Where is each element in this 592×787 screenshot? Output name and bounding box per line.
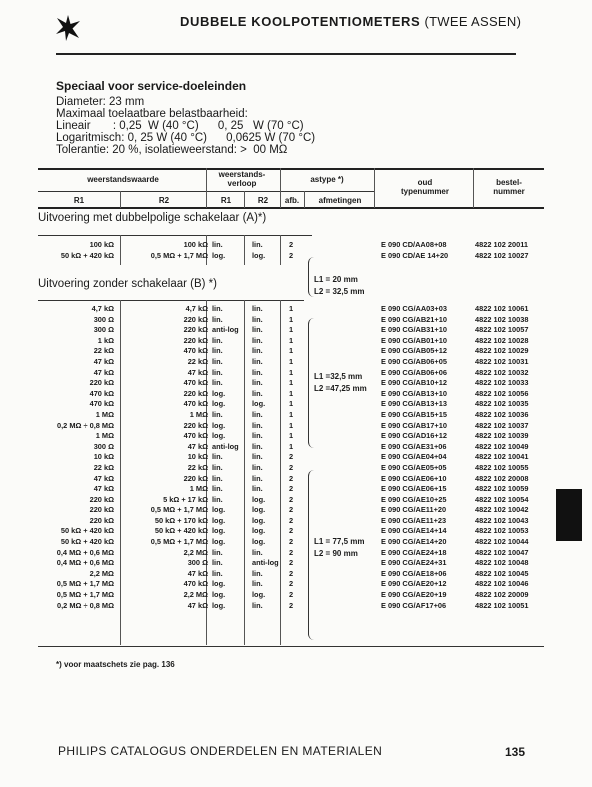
col-line (280, 168, 281, 208)
cell-verloop-r1: lin. (212, 367, 223, 377)
cell-verloop-r2: log. (252, 526, 266, 536)
header-bestelnummer: bestel- nummer (493, 178, 525, 196)
table-row (0, 336, 592, 347)
table-row (0, 378, 592, 389)
cell-verloop-r2: lin. (252, 462, 263, 472)
cell-r2: 10 kΩ (187, 452, 208, 462)
cell-r1: 0,5 MΩ + 1,7 MΩ (56, 579, 114, 589)
cell-oud-typenummer: E 090 CG/AE06+15 (381, 484, 447, 494)
cell-oud-typenummer: E 090 CG/AE20+12 (381, 579, 447, 589)
cell-verloop-r1: anti-log (212, 325, 239, 335)
cell-r1: 47 kΩ (93, 484, 114, 494)
cell-verloop-r1: log. (212, 590, 226, 600)
spec-line: Diameter: 23 mm (56, 96, 145, 108)
cell-r1: 1 kΩ (97, 335, 114, 345)
cell-oud-typenummer: E 090 CG/AE11+20 (381, 505, 447, 515)
cell-r1: 22 kΩ (93, 462, 114, 472)
cell-r1: 470 kΩ (89, 399, 114, 409)
cell-oud-typenummer: E 090 CG/AE24+18 (381, 547, 447, 557)
cell-r1: 100 kΩ (89, 240, 114, 249)
table-row (0, 442, 592, 453)
cell-verloop-r2: log. (252, 399, 266, 409)
col-line (304, 191, 305, 208)
cell-verloop-r1: lin. (212, 335, 223, 345)
cell-verloop-r2: lin. (252, 304, 263, 313)
section-rule (38, 300, 304, 301)
cell-afb: 2 (289, 537, 294, 547)
cell-verloop-r1: lin. (212, 462, 223, 472)
cell-verloop-r2: log. (252, 494, 266, 504)
cell-r1: 0,4 MΩ + 0,6 MΩ (56, 558, 114, 568)
spec-line: Maximaal toelaatbare belastbaarheid: (56, 108, 248, 120)
cell-r1: 0,4 MΩ + 0,6 MΩ (56, 547, 114, 557)
cell-r1: 50 kΩ + 420 kΩ (60, 250, 114, 260)
cell-verloop-r1: lin. (212, 314, 223, 324)
cell-oud-typenummer: E 090 CG/AE14+20 (381, 537, 447, 547)
cell-r2: 470 kΩ (183, 399, 208, 409)
table-row (0, 357, 592, 368)
cell-afb: 2 (289, 452, 294, 462)
cell-afb: 2 (289, 515, 294, 525)
cell-r2: 220 kΩ (183, 335, 208, 345)
header-weerstandswaarde: weerstandswaarde (87, 175, 159, 184)
cell-verloop-r1: lin. (212, 484, 223, 494)
cell-r1: 470 kΩ (89, 388, 114, 398)
cell-bestelnummer: 4822 102 20008 (475, 473, 529, 483)
cell-verloop-r1: log. (212, 537, 226, 547)
cell-bestelnummer: 4822 102 10038 (475, 314, 529, 324)
cell-r2: 2,2 MΩ (183, 590, 208, 600)
cell-bestelnummer: 4822 102 10027 (475, 250, 529, 260)
header-afmetingen: afmetingen (318, 196, 362, 205)
cell-verloop-r2: anti-log (252, 558, 279, 568)
cell-verloop-r2: lin. (252, 367, 263, 377)
cell-r2: 300 Ω (187, 558, 208, 568)
table-row (0, 505, 592, 516)
section-title-b: Uitvoering zonder schakelaar (B) *) (38, 278, 217, 290)
cell-r2: 470 kΩ (183, 346, 208, 356)
col-line (473, 168, 474, 208)
cell-verloop-r1: lin. (212, 452, 223, 462)
cell-oud-typenummer: E 090 CG/AE11+23 (381, 515, 447, 525)
cell-verloop-r2: lin. (252, 484, 263, 494)
cell-afb: 1 (289, 388, 294, 398)
cell-oud-typenummer: E 090 CG/AA03+03 (381, 304, 447, 313)
cell-bestelnummer: 4822 102 10033 (475, 378, 529, 388)
cell-r1: 0,2 MΩ ÷ 0,8 MΩ (57, 420, 114, 430)
cell-bestelnummer: 4822 102 10048 (475, 558, 529, 568)
cell-verloop-r2: lin. (252, 346, 263, 356)
cell-r1: 4,7 kΩ (91, 304, 114, 313)
cell-r2: 1 MΩ (189, 409, 208, 419)
cell-verloop-r2: lin. (252, 420, 263, 430)
cell-bestelnummer: 4822 102 10056 (475, 388, 529, 398)
section-title-a: Uitvoering met dubbelpolige schakelaar (A)*) (38, 212, 267, 224)
cell-bestelnummer: 4822 102 10051 (475, 600, 529, 610)
cell-bestelnummer: 4822 102 20011 (475, 240, 529, 249)
page-title (180, 14, 521, 29)
col-line (374, 168, 375, 208)
table-row (0, 495, 592, 506)
cell-verloop-r1: log. (212, 600, 226, 610)
cell-r2: 47 kΩ (187, 568, 208, 578)
header-oud-typenummer: oud typenummer (400, 178, 449, 196)
cell-verloop-r1: lin. (212, 558, 223, 568)
table-row (0, 601, 592, 612)
cell-verloop-r2: lin. (252, 431, 263, 441)
cell-r2: 47 kΩ (187, 441, 208, 451)
cell-afb: 2 (289, 600, 294, 610)
cell-afb: 1 (289, 314, 294, 324)
table-row (0, 516, 592, 527)
cell-oud-typenummer: E 090 CD/AA08+08 (381, 240, 447, 249)
cell-verloop-r2: lin. (252, 452, 263, 462)
cell-afb: 2 (289, 484, 294, 494)
cell-oud-typenummer: E 090 CG/AE05+05 (381, 462, 447, 472)
cell-afb: 1 (289, 431, 294, 441)
cell-verloop-r1: log. (212, 431, 226, 441)
cell-r2: 47 kΩ (187, 600, 208, 610)
cell-verloop-r1: lin. (212, 473, 223, 483)
cell-oud-typenummer: E 090 CG/AE14+14 (381, 526, 447, 536)
cell-verloop-r2: log. (252, 537, 266, 547)
cell-r2: 470 kΩ (183, 378, 208, 388)
spec-title: Speciaal voor service-doeleinden (56, 79, 247, 93)
cell-verloop-r2: lin. (252, 568, 263, 578)
cell-r2: 5 kΩ + 17 kΩ (163, 494, 208, 504)
cell-r1: 300 Ω (93, 314, 114, 324)
footer-catalog: PHILIPS CATALOGUS ONDERDELEN EN MATERIALEN (58, 744, 383, 758)
cell-bestelnummer: 4822 102 10032 (475, 367, 529, 377)
cell-verloop-r2: lin. (252, 441, 263, 451)
cell-r1: 2,2 MΩ (89, 568, 114, 578)
cell-verloop-r1: log. (212, 250, 226, 260)
cell-bestelnummer: 4822 102 10039 (475, 431, 529, 441)
cell-bestelnummer: 4822 102 10043 (475, 515, 529, 525)
cell-r2: 50 kΩ + 420 kΩ (154, 526, 208, 536)
header-verloop-r2: R2 (257, 196, 269, 205)
cell-verloop-r2: lin. (252, 335, 263, 345)
cell-bestelnummer: 4822 102 10055 (475, 462, 529, 472)
cell-verloop-r2: log. (252, 505, 266, 515)
cell-verloop-r1: lin. (212, 378, 223, 388)
cell-afb: 2 (289, 240, 294, 249)
cell-r2: 470 kΩ (183, 579, 208, 589)
title-main: DUBBELE KOOLPOTENTIOMETERS (180, 14, 421, 29)
cell-r1: 300 Ω (93, 325, 114, 335)
cell-r1: 0,2 MΩ ÷ 0,8 MΩ (57, 600, 114, 610)
cell-verloop-r2: log. (252, 590, 266, 600)
header-r1: R1 (73, 196, 85, 205)
cell-r1: 47 kΩ (93, 356, 114, 366)
cell-r2: 22 kΩ (187, 356, 208, 366)
table-row (0, 590, 592, 601)
rows-section-a (0, 240, 592, 261)
table-top-rule (38, 168, 544, 170)
cell-afb: 2 (289, 473, 294, 483)
cell-oud-typenummer: E 090 CG/AB13+13 (381, 399, 447, 409)
cell-r1: 300 Ω (93, 441, 114, 451)
header-verloop: weerstands- verloop (218, 170, 266, 188)
spec-block (56, 80, 315, 156)
cell-verloop-r1: log. (212, 505, 226, 515)
cell-r1: 1 MΩ (95, 409, 114, 419)
cell-afb: 1 (289, 420, 294, 430)
cell-r1: 22 kΩ (93, 346, 114, 356)
table-row (0, 410, 592, 421)
cell-bestelnummer: 4822 102 10044 (475, 537, 529, 547)
table-row (0, 389, 592, 400)
cell-oud-typenummer: E 090 CG/AE24+31 (381, 558, 447, 568)
cell-bestelnummer: 4822 102 10042 (475, 505, 529, 515)
cell-r2: 220 kΩ (183, 420, 208, 430)
cell-r1: 10 kΩ (93, 452, 114, 462)
header-astype: astype *) (310, 175, 344, 184)
cell-r2: 100 kΩ (183, 240, 208, 249)
cell-r2: 2,2 MΩ (183, 547, 208, 557)
cell-r2: 4,7 kΩ (185, 304, 208, 313)
table-row (0, 526, 592, 537)
cell-verloop-r2: lin. (252, 314, 263, 324)
spec-line: Tolerantie: 20 %, isolatieweerstand: > 00 MΩ (56, 144, 288, 156)
table-row (0, 325, 592, 336)
cell-r1: 220 kΩ (89, 494, 114, 504)
cell-bestelnummer: 4822 102 10057 (475, 325, 529, 335)
cell-bestelnummer: 4822 102 10028 (475, 335, 529, 345)
cell-verloop-r1: lin. (212, 356, 223, 366)
cell-oud-typenummer: E 090 CG/AB21+10 (381, 314, 447, 324)
cell-verloop-r2: lin. (252, 325, 263, 335)
cell-r1: 220 kΩ (89, 505, 114, 515)
cell-bestelnummer: 4822 102 10049 (475, 441, 529, 451)
cell-oud-typenummer: E 090 CG/AE31+06 (381, 441, 447, 451)
cell-r1: 47 kΩ (93, 473, 114, 483)
table-row (0, 484, 592, 495)
footnote: *) voor maatschets zie pag. 136 (56, 660, 175, 669)
page-number: 135 (505, 745, 526, 759)
cell-oud-typenummer: E 090 CG/AB31+10 (381, 325, 447, 335)
cell-afb: 1 (289, 399, 294, 409)
cell-oud-typenummer: E 090 CG/AE06+10 (381, 473, 447, 483)
cell-afb: 1 (289, 367, 294, 377)
cell-bestelnummer: 4822 102 10036 (475, 409, 529, 419)
cell-r2: 220 kΩ (183, 325, 208, 335)
table-row (0, 558, 592, 569)
cell-afb: 1 (289, 325, 294, 335)
table-row (0, 251, 592, 262)
cell-afb: 2 (289, 250, 294, 260)
cell-afb: 1 (289, 356, 294, 366)
cell-afb: 1 (289, 441, 294, 451)
dim-b2-l1: L1 = 77,5 mm (314, 537, 365, 546)
cell-afb: 2 (289, 526, 294, 536)
cell-verloop-r1: log. (212, 579, 226, 589)
cell-oud-typenummer: E 090 CD/AE 14+20 (381, 250, 449, 260)
cell-bestelnummer: 4822 102 20009 (475, 590, 529, 600)
table-row (0, 579, 592, 590)
cell-r1: 220 kΩ (89, 515, 114, 525)
star-icon (54, 14, 82, 42)
cell-verloop-r2: log. (252, 250, 266, 260)
header-r2: R2 (158, 196, 170, 205)
cell-verloop-r2: lin. (252, 378, 263, 388)
dim-a-l2: L2 = 32,5 mm (314, 287, 365, 296)
spec-line: Logaritmisch: 0, 25 W (40 °C) 0,0625 W (70 °C) (56, 132, 316, 144)
table-row (0, 548, 592, 559)
cell-bestelnummer: 4822 102 10029 (475, 346, 529, 356)
cell-bestelnummer: 4822 102 10054 (475, 494, 529, 504)
col-line (244, 191, 245, 208)
cell-verloop-r1: log. (212, 420, 226, 430)
cell-oud-typenummer: E 090 CG/AB13+10 (381, 388, 447, 398)
table-row (0, 431, 592, 442)
cell-bestelnummer: 4822 102 10046 (475, 579, 529, 589)
cell-r2: 0,5 MΩ + 1,7 MΩ (150, 250, 208, 260)
header-verloop-r1: R1 (220, 196, 232, 205)
cell-afb: 2 (289, 462, 294, 472)
table-header-bottom-rule (38, 207, 544, 209)
cell-oud-typenummer: E 090 CG/AE18+06 (381, 568, 447, 578)
cell-verloop-r1: lin. (212, 240, 223, 249)
cell-r2: 470 kΩ (183, 431, 208, 441)
table-row (0, 421, 592, 432)
header-rule (56, 53, 516, 55)
cell-verloop-r1: lin. (212, 568, 223, 578)
cell-verloop-r2: lin. (252, 409, 263, 419)
cell-afb: 1 (289, 335, 294, 345)
cell-afb: 1 (289, 304, 294, 313)
cell-afb: 2 (289, 505, 294, 515)
cell-verloop-r1: log. (212, 399, 226, 409)
cell-r2: 0,5 MΩ + 1,7 MΩ (150, 537, 208, 547)
table-row (0, 569, 592, 580)
cell-r2: 50 kΩ + 170 kΩ (154, 515, 208, 525)
cell-afb: 1 (289, 346, 294, 356)
cell-r2: 1 MΩ (189, 484, 208, 494)
cell-oud-typenummer: E 090 CG/AF17+06 (381, 600, 447, 610)
cell-bestelnummer: 4822 102 10045 (475, 568, 529, 578)
table-bottom-rule (38, 646, 544, 647)
cell-verloop-r2: lin. (252, 356, 263, 366)
cell-r1: 220 kΩ (89, 378, 114, 388)
cell-verloop-r1: lin. (212, 409, 223, 419)
cell-afb: 1 (289, 409, 294, 419)
cell-verloop-r2: lin. (252, 473, 263, 483)
cell-r2: 47 kΩ (187, 367, 208, 377)
cell-verloop-r1: lin. (212, 494, 223, 504)
cell-verloop-r1: anti-log (212, 441, 239, 451)
table-row (0, 315, 592, 326)
table-row (0, 463, 592, 474)
cell-verloop-r2: lin. (252, 240, 263, 249)
header-afb: afb. (284, 196, 300, 205)
cell-bestelnummer: 4822 102 10059 (475, 484, 529, 494)
cell-bestelnummer: 4822 102 10035 (475, 399, 529, 409)
cell-afb: 2 (289, 579, 294, 589)
title-sub: (TWEE ASSEN) (424, 14, 522, 29)
cell-r1: 50 kΩ + 420 kΩ (60, 537, 114, 547)
rows-section-b (0, 304, 592, 611)
table-row (0, 304, 592, 315)
cell-r2: 220 kΩ (183, 388, 208, 398)
cell-afb: 2 (289, 590, 294, 600)
dim-b1-l1: L1 =32,5 mm (314, 372, 363, 381)
cell-verloop-r2: lin. (252, 388, 263, 398)
cell-r1: 50 kΩ + 420 kΩ (60, 526, 114, 536)
cell-r2: 22 kΩ (187, 462, 208, 472)
cell-oud-typenummer: E 090 CG/AB10+12 (381, 378, 447, 388)
cell-oud-typenummer: E 090 CG/AE04+04 (381, 452, 447, 462)
cell-verloop-r1: lin. (212, 547, 223, 557)
table-row (0, 474, 592, 485)
cell-verloop-r1: lin. (212, 304, 223, 313)
dim-b1-l2: L2 =47,25 mm (314, 384, 367, 393)
cell-afb: 2 (289, 547, 294, 557)
cell-oud-typenummer: E 090 CG/AD16+12 (381, 431, 447, 441)
section-rule (38, 235, 312, 236)
cell-bestelnummer: 4822 102 10053 (475, 526, 529, 536)
dim-b2-l2: L2 = 90 mm (314, 549, 358, 558)
cell-verloop-r2: lin. (252, 579, 263, 589)
cell-oud-typenummer: E 090 CG/AB17+10 (381, 420, 447, 430)
cell-verloop-r2: lin. (252, 600, 263, 610)
cell-oud-typenummer: E 090 CG/AB06+05 (381, 356, 447, 366)
col-line (206, 168, 207, 208)
cell-afb: 2 (289, 568, 294, 578)
cell-r1: 47 kΩ (93, 367, 114, 377)
cell-afb: 2 (289, 494, 294, 504)
cell-verloop-r1: log. (212, 388, 226, 398)
table-row (0, 368, 592, 379)
cell-oud-typenummer: E 090 CG/AE20+19 (381, 590, 447, 600)
thumb-index-tab (556, 489, 582, 541)
table-row (0, 240, 592, 251)
cell-afb: 1 (289, 378, 294, 388)
cell-oud-typenummer: E 090 CG/AB15+15 (381, 409, 447, 419)
cell-bestelnummer: 4822 102 10031 (475, 356, 529, 366)
cell-bestelnummer: 4822 102 10047 (475, 547, 529, 557)
cell-oud-typenummer: E 090 CG/AB06+06 (381, 367, 447, 377)
cell-r1: 0,5 MΩ + 1,7 MΩ (56, 590, 114, 600)
cell-afb: 2 (289, 558, 294, 568)
table-row (0, 452, 592, 463)
cell-verloop-r1: log. (212, 515, 226, 525)
cell-oud-typenummer: E 090 CG/AE10+25 (381, 494, 447, 504)
cell-bestelnummer: 4822 102 10041 (475, 452, 529, 462)
cell-r1: 1 MΩ (95, 431, 114, 441)
table-row (0, 399, 592, 410)
col-line (120, 191, 121, 208)
cell-bestelnummer: 4822 102 10037 (475, 420, 529, 430)
cell-verloop-r1: lin. (212, 346, 223, 356)
cell-oud-typenummer: E 090 CG/AB01+10 (381, 335, 447, 345)
cell-oud-typenummer: E 090 CG/AB05+12 (381, 346, 447, 356)
table-row (0, 537, 592, 548)
table-row (0, 346, 592, 357)
spec-line: Lineair : 0,25 W (40 °C) 0, 25 W (70 °C) (56, 120, 304, 132)
cell-verloop-r2: lin. (252, 547, 263, 557)
cell-bestelnummer: 4822 102 10061 (475, 304, 529, 313)
cell-verloop-r1: log. (212, 526, 226, 536)
cell-r2: 0,5 MΩ + 1,7 MΩ (150, 505, 208, 515)
dim-a-l1: L1 = 20 mm (314, 275, 358, 284)
dim-brace (308, 318, 314, 448)
cell-r2: 220 kΩ (183, 473, 208, 483)
cell-r2: 220 kΩ (183, 314, 208, 324)
cell-verloop-r2: log. (252, 515, 266, 525)
